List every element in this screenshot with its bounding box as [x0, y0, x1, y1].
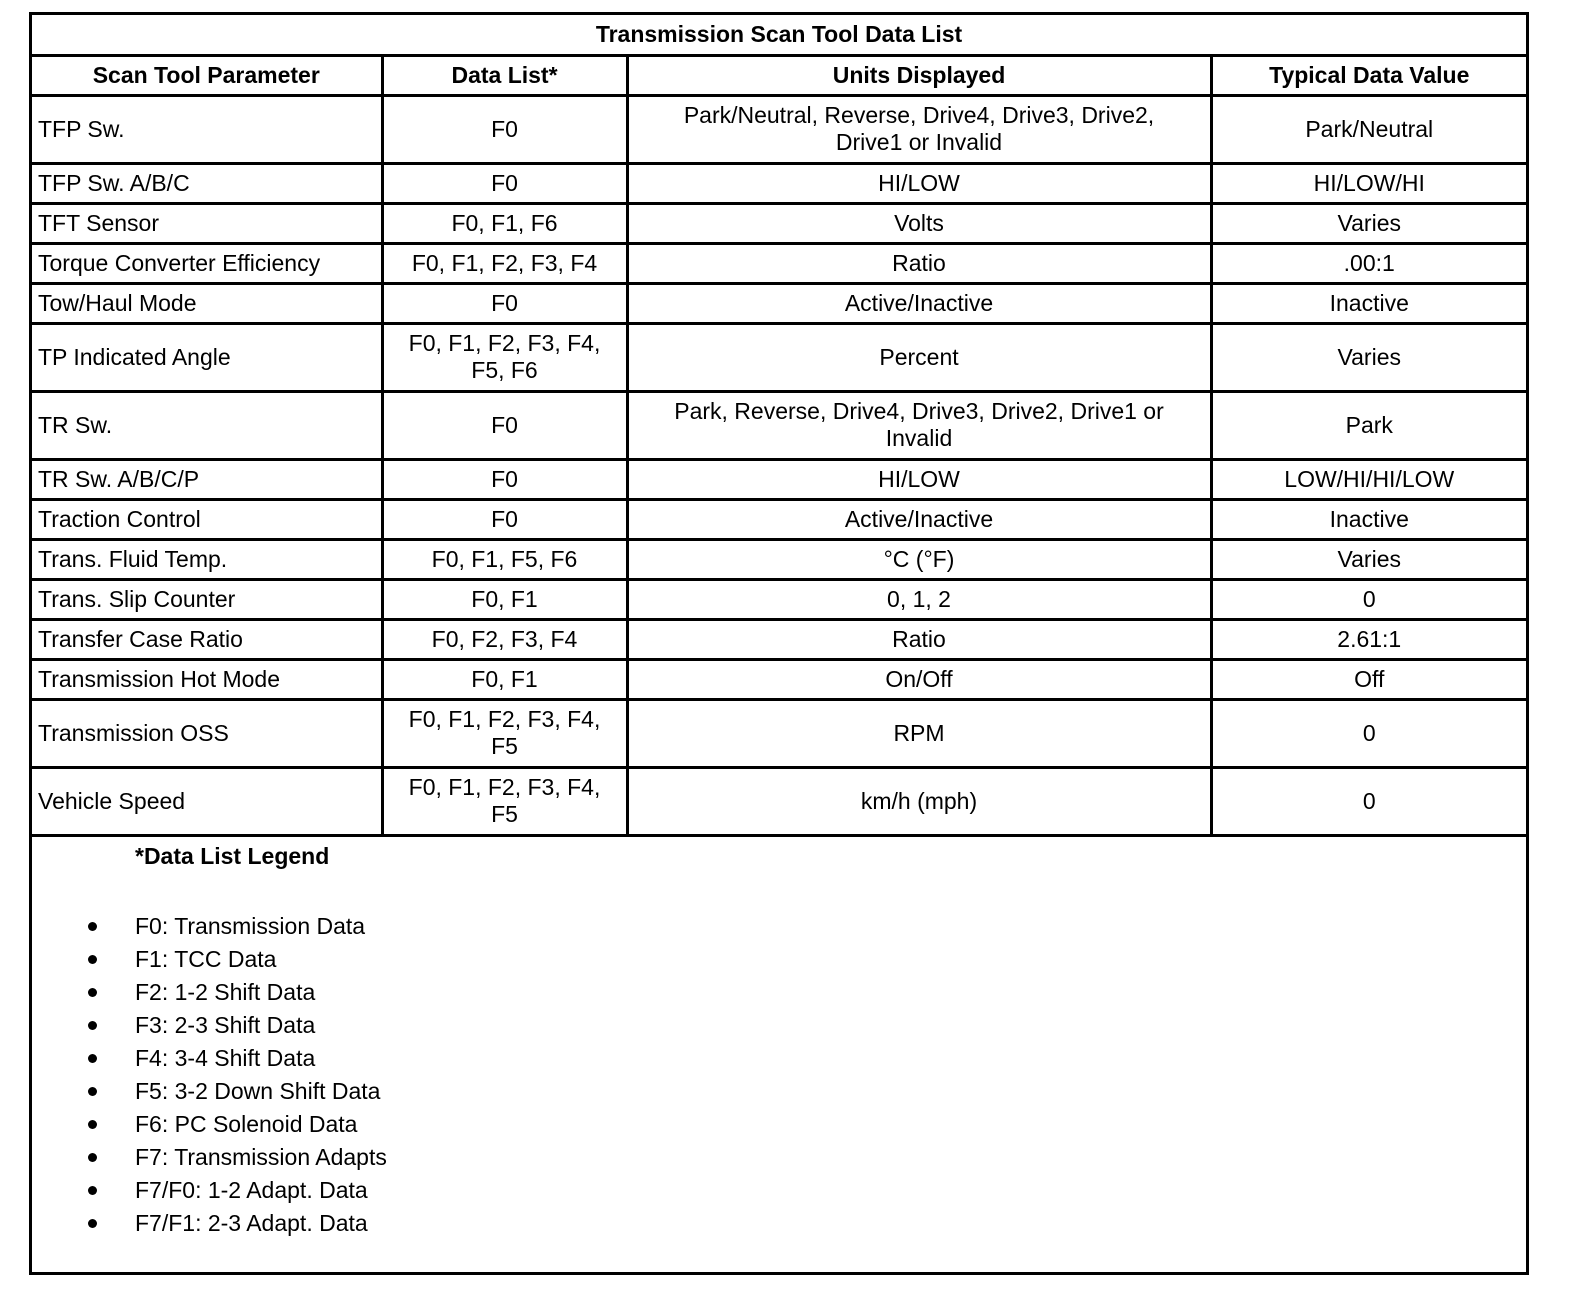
cell-data-list: F0, F1, F5, F6: [382, 539, 627, 579]
cell-typical-value: HI/LOW/HI: [1211, 163, 1526, 203]
table-row: [32, 699, 1526, 767]
column-header-typical-value: Typical Data Value: [1211, 55, 1526, 95]
cell-typical-value: Park/Neutral: [1211, 95, 1526, 163]
cell-parameter: Torque Converter Efficiency: [32, 243, 382, 283]
cell-units: Park/Neutral, Reverse, Drive4, Drive3, Drive2, Drive1 or Invalid: [627, 95, 1211, 163]
cell-typical-value: 0: [1211, 579, 1526, 619]
legend-item-text: F5: 3-2 Down Shift Data: [135, 1077, 381, 1104]
cell-data-list: F0: [382, 499, 627, 539]
cell-units: 0, 1, 2: [627, 579, 1211, 619]
cell-typical-value: Inactive: [1211, 283, 1526, 323]
cell-data-list: F0, F1, F2, F3, F4, F5: [382, 767, 627, 835]
cell-typical-value: Off: [1211, 659, 1526, 699]
legend-item-text: F1: TCC Data: [135, 945, 277, 972]
cell-parameter: TR Sw.: [32, 391, 382, 459]
column-header-parameter: Scan Tool Parameter: [32, 55, 382, 95]
table-row: [32, 95, 1526, 163]
cell-units: Park, Reverse, Drive4, Drive3, Drive2, Drive1 or Invalid: [627, 391, 1211, 459]
legend-item-text: F2: 1-2 Shift Data: [135, 978, 316, 1005]
header-row: [32, 55, 1526, 95]
cell-parameter: Vehicle Speed: [32, 767, 382, 835]
cell-parameter: Transfer Case Ratio: [32, 619, 382, 659]
cell-data-list: F0, F1: [382, 659, 627, 699]
cell-data-list: F0, F1, F2, F3, F4: [382, 243, 627, 283]
legend-item-text: F0: Transmission Data: [135, 912, 366, 939]
column-header-units: Units Displayed: [627, 55, 1211, 95]
table-row: [32, 459, 1526, 499]
cell-data-list: F0, F1, F6: [382, 203, 627, 243]
cell-typical-value: Varies: [1211, 203, 1526, 243]
cell-units: °C (°F): [627, 539, 1211, 579]
cell-data-list: F0: [382, 459, 627, 499]
bullet-icon: [88, 1054, 97, 1063]
cell-units: RPM: [627, 699, 1211, 767]
bullet-icon: [88, 1186, 97, 1195]
cell-typical-value: .00:1: [1211, 243, 1526, 283]
legend-item-text: F7/F0: 1-2 Adapt. Data: [135, 1176, 368, 1203]
cell-data-list: F0, F2, F3, F4: [382, 619, 627, 659]
table-row: [32, 323, 1526, 391]
cell-units: Volts: [627, 203, 1211, 243]
data-list-legend: [32, 837, 1526, 1277]
bullet-icon: [88, 1120, 97, 1129]
cell-units: Ratio: [627, 619, 1211, 659]
bullet-icon: [88, 1219, 97, 1228]
cell-data-list: F0, F1: [382, 579, 627, 619]
table-row: [32, 659, 1526, 699]
bullet-icon: [88, 988, 97, 997]
bullet-icon: [88, 922, 97, 931]
cell-parameter: Trans. Slip Counter: [32, 579, 382, 619]
cell-data-list: F0: [382, 95, 627, 163]
table-row: [32, 391, 1526, 459]
bullet-icon: [88, 1153, 97, 1162]
cell-typical-value: Park: [1211, 391, 1526, 459]
table-row: [32, 203, 1526, 243]
cell-parameter: TP Indicated Angle: [32, 323, 382, 391]
cell-units: HI/LOW: [627, 459, 1211, 499]
cell-data-list: F0: [382, 283, 627, 323]
cell-units: km/h (mph): [627, 767, 1211, 835]
cell-parameter: Tow/Haul Mode: [32, 283, 382, 323]
cell-typical-value: 0: [1211, 699, 1526, 767]
cell-parameter: TFT Sensor: [32, 203, 382, 243]
cell-parameter: TFP Sw. A/B/C: [32, 163, 382, 203]
cell-parameter: Transmission Hot Mode: [32, 659, 382, 699]
legend-item-text: F3: 2-3 Shift Data: [135, 1011, 316, 1038]
legend-item-text: F6: PC Solenoid Data: [135, 1110, 358, 1137]
legend-title: *Data List Legend: [135, 842, 330, 869]
table-row: [32, 539, 1526, 579]
cell-units: On/Off: [627, 659, 1211, 699]
table-row: [32, 283, 1526, 323]
cell-data-list: F0, F1, F2, F3, F4, F5, F6: [382, 323, 627, 391]
bullet-icon: [88, 1087, 97, 1096]
cell-typical-value: 2.61:1: [1211, 619, 1526, 659]
cell-typical-value: Varies: [1211, 539, 1526, 579]
table-row: [32, 243, 1526, 283]
cell-parameter: TR Sw. A/B/C/P: [32, 459, 382, 499]
cell-parameter: Trans. Fluid Temp.: [32, 539, 382, 579]
cell-units: Percent: [627, 323, 1211, 391]
cell-data-list: F0: [382, 163, 627, 203]
cell-units: HI/LOW: [627, 163, 1211, 203]
table-row: [32, 163, 1526, 203]
cell-units: Active/Inactive: [627, 283, 1211, 323]
table-row: [32, 619, 1526, 659]
cell-typical-value: LOW/HI/HI/LOW: [1211, 459, 1526, 499]
legend-item-text: F4: 3-4 Shift Data: [135, 1044, 316, 1071]
cell-data-list: F0, F1, F2, F3, F4, F5: [382, 699, 627, 767]
document-frame: [29, 12, 1529, 1275]
column-header-data-list: Data List*: [382, 55, 627, 95]
cell-parameter: Traction Control: [32, 499, 382, 539]
table-row: [32, 499, 1526, 539]
scan-tool-data-table: [32, 15, 1526, 837]
cell-typical-value: Inactive: [1211, 499, 1526, 539]
table-row: [32, 767, 1526, 835]
cell-data-list: F0: [382, 391, 627, 459]
table-title: Transmission Scan Tool Data List: [32, 15, 1526, 55]
cell-parameter: TFP Sw.: [32, 95, 382, 163]
cell-typical-value: 0: [1211, 767, 1526, 835]
legend-item-text: F7: Transmission Adapts: [135, 1143, 387, 1170]
table-row: [32, 579, 1526, 619]
cell-units: Ratio: [627, 243, 1211, 283]
cell-parameter: Transmission OSS: [32, 699, 382, 767]
bullet-icon: [88, 955, 97, 964]
cell-typical-value: Varies: [1211, 323, 1526, 391]
cell-units: Active/Inactive: [627, 499, 1211, 539]
bullet-icon: [88, 1021, 97, 1030]
legend-item-text: F7/F1: 2-3 Adapt. Data: [135, 1209, 368, 1236]
